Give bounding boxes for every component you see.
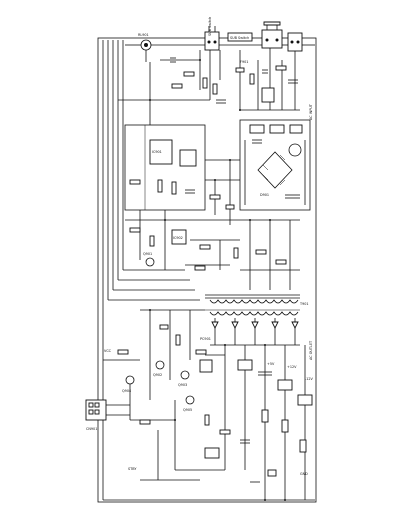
- sub-switch-connector: [205, 17, 219, 50]
- transformer: [205, 295, 309, 315]
- ac-outlet-connector: [288, 33, 302, 51]
- sub-switch-box-label: SUB Switch: [230, 36, 250, 40]
- q5-label: Q905: [183, 408, 193, 412]
- vcc-label: VCC: [104, 349, 112, 353]
- ac-outlet-label: AC OUTLET: [309, 340, 313, 360]
- mid-section: [125, 210, 300, 290]
- plus12v-label: +12V: [287, 365, 297, 369]
- main-ic-block: [118, 100, 240, 225]
- top-components: [150, 58, 298, 103]
- ic-main-label: IC901: [152, 150, 162, 154]
- q1-label: Q901: [143, 252, 153, 256]
- q4-label: Q904: [122, 389, 132, 393]
- gnd-label: GND: [300, 472, 308, 476]
- sub-switch-label: SUB Switch: [208, 16, 212, 36]
- q3-label: Q903: [178, 383, 188, 387]
- plus5v-label: +5V: [267, 362, 275, 366]
- connector-left-label: CN901: [86, 427, 98, 431]
- relay-coil: [125, 33, 151, 62]
- ic-reg-label: IC902: [173, 236, 183, 240]
- transformer-label: T901: [300, 302, 309, 306]
- bridge-label: D901: [260, 193, 270, 197]
- lower-control: [103, 310, 225, 480]
- sub-switch-box: [228, 33, 252, 41]
- minus12v-label: -12V: [305, 377, 313, 381]
- relay-label: RL901: [138, 33, 149, 37]
- fuse-label: F901: [240, 60, 249, 64]
- bridge-rectifier: [240, 120, 310, 210]
- ac-plug: [262, 22, 282, 48]
- stby-label: STBY: [128, 467, 137, 471]
- ac-input-label: AC INPUT: [309, 104, 313, 120]
- photo-label: PC901: [200, 337, 211, 341]
- q2-label: Q902: [153, 373, 163, 377]
